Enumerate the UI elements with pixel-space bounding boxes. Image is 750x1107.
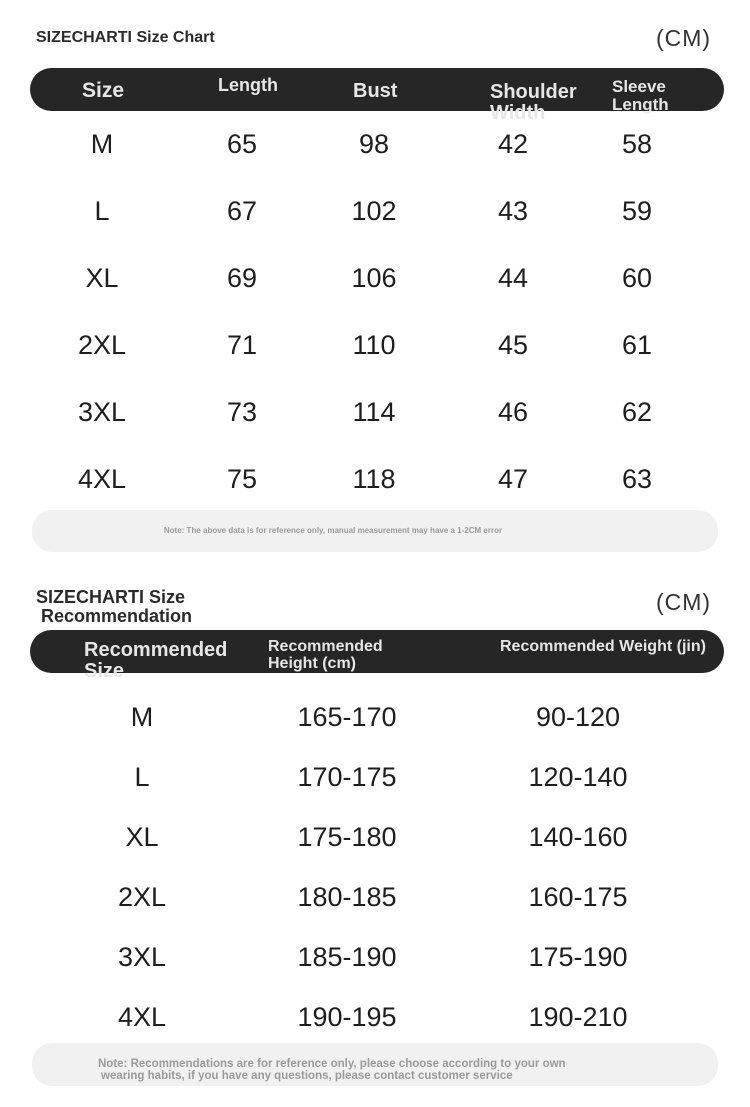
table-cell: 63 bbox=[621, 464, 653, 494]
table-cell: 2XL bbox=[77, 330, 127, 360]
size-chart-unit: (CM) bbox=[656, 25, 712, 51]
header-bust: Bust bbox=[353, 80, 398, 102]
table-cell: 4XL bbox=[77, 464, 127, 494]
table-cell: 120-140 bbox=[528, 762, 628, 792]
size-chart-note: Note: The above data is for reference only, manual measurement may have a 1-2CM error bbox=[163, 526, 503, 535]
table-cell: 47 bbox=[497, 464, 529, 494]
recommendation-unit: (CM) bbox=[656, 589, 712, 615]
size-chart-title: SIZECHARTI Size Chart bbox=[36, 29, 215, 46]
table-cell: 43 bbox=[497, 196, 529, 226]
header-size: Size bbox=[82, 79, 125, 102]
recommendation-title-line2: Recommendation bbox=[41, 606, 193, 626]
table-cell: 102 bbox=[351, 196, 397, 226]
table-cell: 75 bbox=[226, 464, 258, 494]
table-cell: L bbox=[134, 762, 150, 792]
table-cell: 140-160 bbox=[528, 822, 628, 852]
table-cell: 45 bbox=[497, 330, 529, 360]
table-cell: 160-175 bbox=[528, 882, 628, 912]
table-cell: 44 bbox=[497, 263, 529, 293]
table-cell: 73 bbox=[226, 397, 258, 427]
recommendation-note bbox=[98, 1058, 566, 1082]
table-cell: 175-180 bbox=[297, 822, 397, 852]
table-cell: M bbox=[90, 129, 114, 159]
header-recommended-height: Recommended Height (cm) bbox=[268, 638, 383, 672]
table-cell: 46 bbox=[497, 397, 529, 427]
header-shoulder-width: Shoulder Width bbox=[490, 81, 577, 124]
header-sleeve-length: Sleeve Length bbox=[612, 77, 669, 114]
table-cell: 3XL bbox=[117, 942, 167, 972]
recommendation-title-line1: SIZECHARTI Size bbox=[36, 587, 186, 607]
header-recommended-weight: Recommended Weight (jin) bbox=[500, 638, 706, 655]
table-cell: 106 bbox=[351, 263, 397, 293]
table-cell: 118 bbox=[352, 464, 396, 494]
table-cell: 69 bbox=[226, 263, 258, 293]
table-cell: 190-210 bbox=[528, 1002, 628, 1032]
recommendation-title bbox=[36, 588, 192, 626]
table-cell: 180-185 bbox=[297, 882, 397, 912]
table-cell: 42 bbox=[497, 129, 529, 159]
table-cell: 98 bbox=[358, 129, 390, 159]
table-cell: 61 bbox=[621, 330, 653, 360]
header-length: Length bbox=[218, 75, 278, 95]
table-cell: 185-190 bbox=[297, 942, 397, 972]
table-cell: 65 bbox=[226, 129, 258, 159]
header-recommended-size: Recommended Size bbox=[84, 639, 228, 682]
recommendation-note-line1: Note: Recommendations are for reference only, please choose according to your own bbox=[98, 1058, 566, 1070]
table-cell: 62 bbox=[621, 397, 653, 427]
table-cell: 60 bbox=[621, 263, 653, 293]
table-cell: M bbox=[130, 702, 154, 732]
table-cell: 58 bbox=[621, 129, 653, 159]
table-cell: XL bbox=[85, 263, 119, 293]
table-cell: 170-175 bbox=[297, 762, 397, 792]
table-cell: 175-190 bbox=[528, 942, 628, 972]
table-cell: 2XL bbox=[117, 882, 167, 912]
table-cell: 165-170 bbox=[297, 702, 397, 732]
table-cell: 90-120 bbox=[535, 702, 621, 732]
table-cell: 190-195 bbox=[297, 1002, 397, 1032]
table-cell: 59 bbox=[621, 196, 653, 226]
table-cell: 71 bbox=[226, 330, 258, 360]
table-cell: 3XL bbox=[77, 397, 127, 427]
table-cell: 110 bbox=[352, 330, 396, 360]
table-cell: XL bbox=[125, 822, 159, 852]
table-cell: 67 bbox=[226, 196, 258, 226]
table-cell: 114 bbox=[352, 397, 396, 427]
table-cell: 4XL bbox=[117, 1002, 167, 1032]
recommendation-note-line2: wearing habits, if you have any questions, please contact customer service bbox=[101, 1070, 513, 1082]
table-cell: L bbox=[94, 196, 110, 226]
